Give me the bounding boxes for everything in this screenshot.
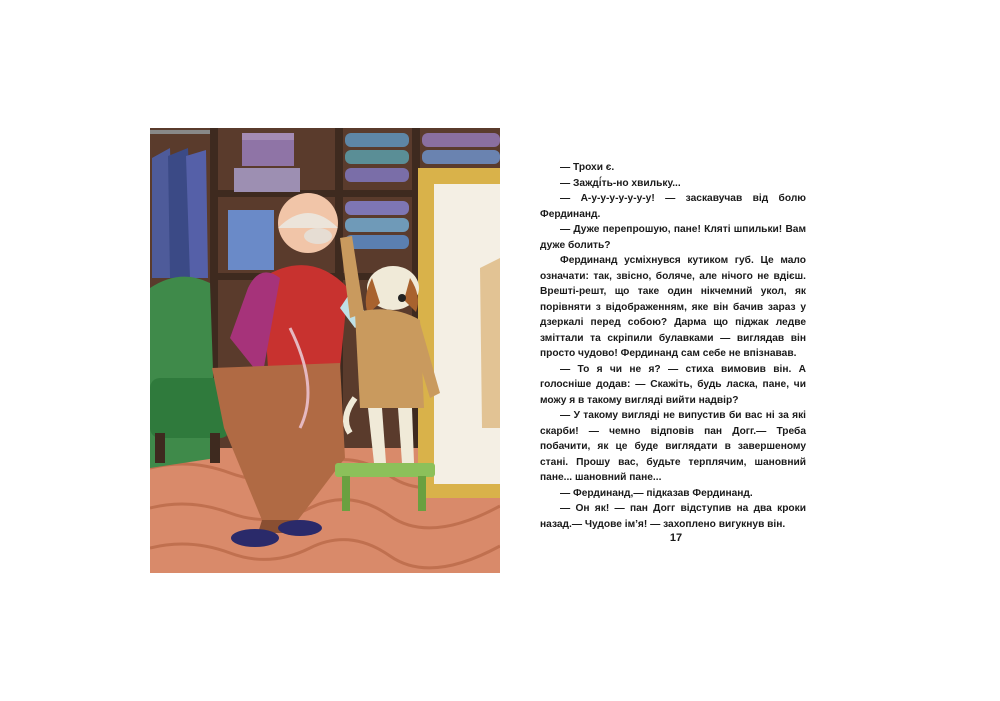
paragraph: Фердинанд усміхнувся кутиком губ. Це мало означати: так, звісно, боляче, але нічого не вдієш. Врешті-решт, що таке один нікчемний укол, як порівняти з відображенням, яке він бачив зараз у дзеркалі перед собою? Дарма що піджак ледве зміттали та скріпили булавками — виглядав він просто чудово! Фердинанд сам себе не впізнавав. (540, 255, 806, 359)
paragraph: — Фердинанд,— підказав Фердинанд. (560, 487, 753, 499)
paragraph: — Трохи є. (560, 162, 615, 173)
paragraph: — Зажді́ть-но хвильку... (560, 177, 681, 189)
paragraph: — А-у-у-у-у-у-у-у! — заскавучав від болю Фердинанд. (540, 193, 806, 220)
text-page (540, 160, 806, 532)
page-number: 17 (669, 532, 683, 544)
illustration-image (150, 128, 500, 573)
paragraph: — То я чи не я? — стиха вимовив він. А голосніше додав: — Скажіть, будь ласка, пане, чи можу я в такому вигляді вийти надвір? (540, 363, 806, 406)
illustration (150, 128, 500, 573)
paragraph: — Дуже перепрошую, пане! Кляті шпильки! Вам дуже болить? (540, 224, 806, 251)
paragraph: — У такому вигляді не випустив би вас ні за які скарби! — чемно відповів пан Догг.— Треба побачити, як це буде виглядати в завершеному стані. Прошу вас, будьте терплячим, шановний пане... шановний пане... (540, 410, 806, 483)
paragraph: — Он як! — пан Догг відступив на два кроки назад.— Чудове ім’я! — захоплено вигукнув він. (540, 503, 806, 530)
